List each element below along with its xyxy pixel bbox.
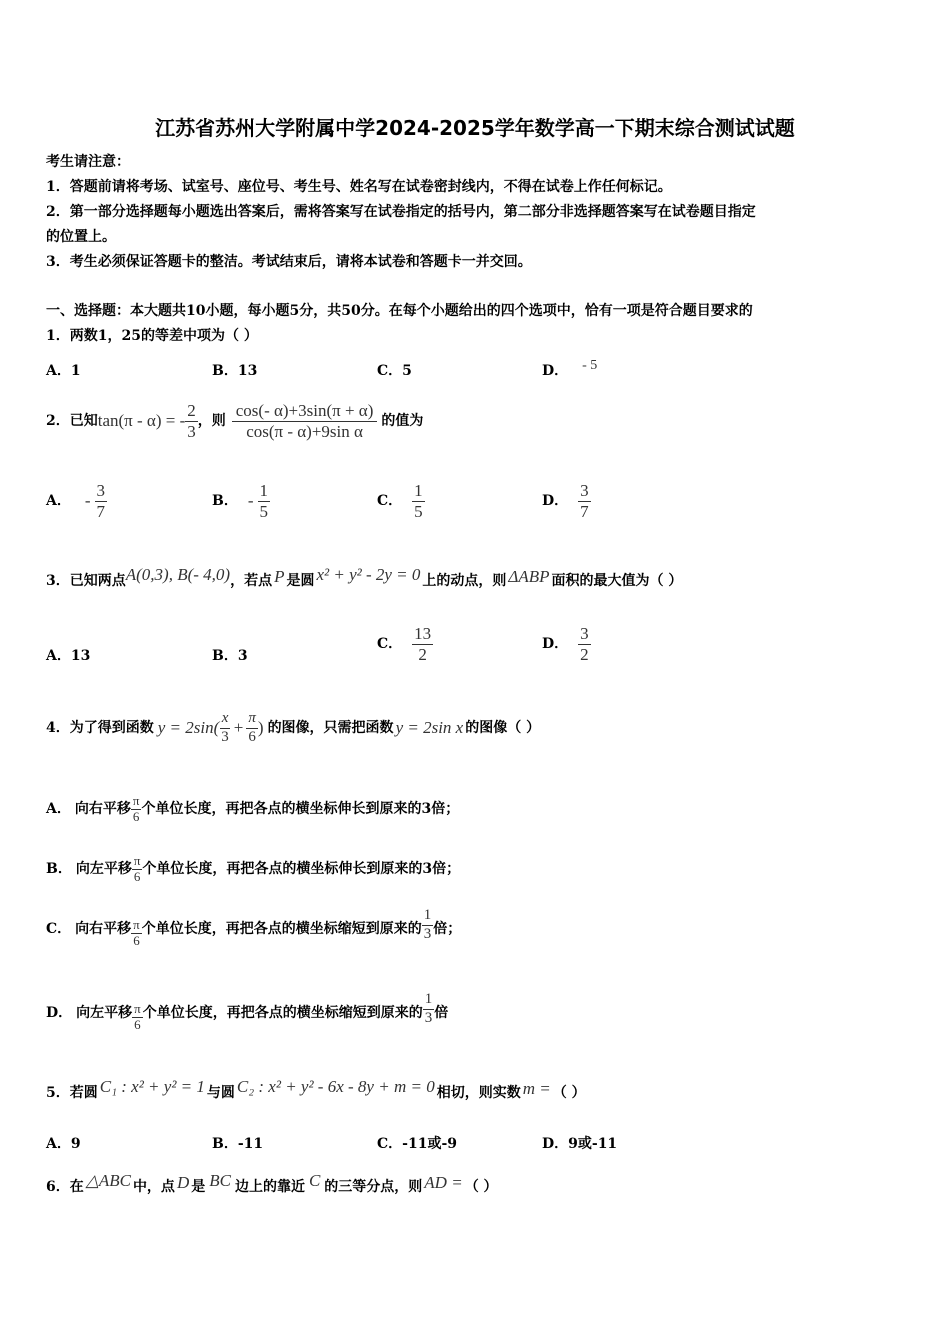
q3-option-a: A．13 (46, 648, 91, 664)
notice-item: 的位置上。 (46, 229, 116, 245)
section-heading: 一、选择题：本大题共10小题，每小题5分，共50分。在每个小题给出的四个选项中，恰有一项是符合题目要求的 (46, 303, 753, 319)
fraction: $\frac{\cos(- \alpha)+3\sin(\pi + \alpha)}{\text{cos(π - α)+9sin α}}$ (232, 401, 378, 441)
q1-option-c: C．5 (377, 363, 412, 379)
fraction: $\frac{3}{7}$ (96, 480, 106, 521)
q2-option-b: B． - $\frac{1}{5}$ (212, 480, 269, 521)
fraction: $\frac{\pi}{6}$ (132, 792, 140, 824)
q4-option-a: A． 向右平移 $\frac{\pi}{6}$ 个单位长度，再把各点的横坐标伸长到原来的3倍； (46, 792, 460, 824)
q5-option-b: B．-11 (212, 1136, 264, 1152)
notice-item: 3．考生必须保证答题卡的整洁。考试结束后，请将本试卷和答题卡一并交回。 (46, 254, 532, 270)
fraction: $\frac{\pi}{6}$ (133, 916, 140, 948)
question-3-stem: 3．已知两点 A(0,3), B(- 4,0) ，若点 P 是圆 x² + y² - 2y = 0 上的动点，则 ΔABP 面积的最大值为（ ） (46, 565, 683, 589)
fraction: $\frac{1}{3}$ (424, 991, 433, 1026)
q1-option-d: D． - 5 (542, 358, 598, 379)
fraction: $\frac{\pi}{6}$ (133, 852, 141, 884)
fraction: $\frac{1}{5}$ (414, 480, 423, 521)
q4-option-c: C． 向右平移 $\frac{\pi}{6}$ 个单位长度，再把各点的横坐标缩短到原来的 $\frac{1}{3}$ 倍； (46, 907, 462, 948)
notice-item: 2．第一部分选择题每小题选出答案后，需将答案写在试卷指定的括号内，第二部分非选择题答案写在试卷题目指定 (46, 204, 756, 220)
q3-option-d: D． $\frac{3}{2}$ (542, 623, 589, 664)
fraction: $\frac{\pi}{6}$ (134, 1000, 141, 1032)
q5-option-d: D．9或-11 (542, 1136, 618, 1152)
question-1-stem: 1．两数1，25的等差中项为（ ） (46, 328, 258, 344)
q5-option-c: C．-11或-9 (377, 1136, 458, 1152)
fraction: $\frac{3}{7}$ (580, 480, 589, 521)
question-2-stem: 2．已知 tan(π - α) = - $\frac{2}{3}$ ，则 $\frac{\cos(- \alpha)+3\sin(\pi + \alpha)}{\text{cos(π - α)+9sin α}}$ 的值为 (46, 400, 424, 441)
q1-option-b: B．13 (212, 363, 258, 379)
fraction: $\frac{\pi}{6}$ (248, 710, 256, 745)
q5-option-a: A．9 (46, 1136, 81, 1152)
fraction: $\frac{13}{2}$ (414, 623, 432, 664)
notice-heading: 考生请注意： (46, 154, 130, 170)
fraction: $\frac{x}{3}$ (221, 710, 229, 745)
question-4-stem: 4．为了得到函数 y = 2sin( $\frac{x}{3}$ + $\frac{\pi}{6}$ ) 的图像，只需把函数 y = 2sin x 的图像（ ） (46, 710, 541, 745)
fraction: $\frac{1}{5}$ (259, 480, 269, 521)
fraction: $\frac{2}{3}$ (187, 400, 196, 441)
question-5-stem: 5．若圆 C₁ : x² + y² = 1 与圆 C₂ : x² + y² - 6x - 8y + m = 0 相切，则实数 m = （ ） (46, 1077, 586, 1101)
q2-option-a: A． - $\frac{3}{7}$ (46, 480, 106, 521)
q2-option-d: D． $\frac{3}{7}$ (542, 480, 589, 521)
fraction: $\frac{3}{2}$ (580, 623, 589, 664)
q4-option-d: D． 向左平移 $\frac{\pi}{6}$ 个单位长度，再把各点的横坐标缩短到原来的 $\frac{1}{3}$ 倍 (46, 991, 449, 1032)
q1-option-a: A．1 (46, 363, 81, 379)
notice-item: 1．答题前请将考场、试室号、座位号、考生号、姓名写在试卷密封线内，不得在试卷上作任何标记。 (46, 179, 672, 195)
q4-option-b: B． 向左平移 $\frac{\pi}{6}$ 个单位长度，再把各点的横坐标伸长到原来的3倍； (46, 852, 461, 884)
question-6-stem: 6．在 △ABC 中，点 D 是 BC 边上的靠近 C 的三等分点，则 AD = （ ） (46, 1171, 498, 1195)
q2-option-c: C． $\frac{1}{5}$ (377, 480, 423, 521)
exam-title: 江苏省苏州大学附属中学2024-2025学年数学高一下期末综合测试试题 (155, 116, 795, 140)
fraction: $\frac{1}{3}$ (423, 907, 432, 942)
q3-option-c: C． $\frac{13}{2}$ (377, 623, 432, 664)
q3-option-b: B．3 (212, 648, 248, 664)
